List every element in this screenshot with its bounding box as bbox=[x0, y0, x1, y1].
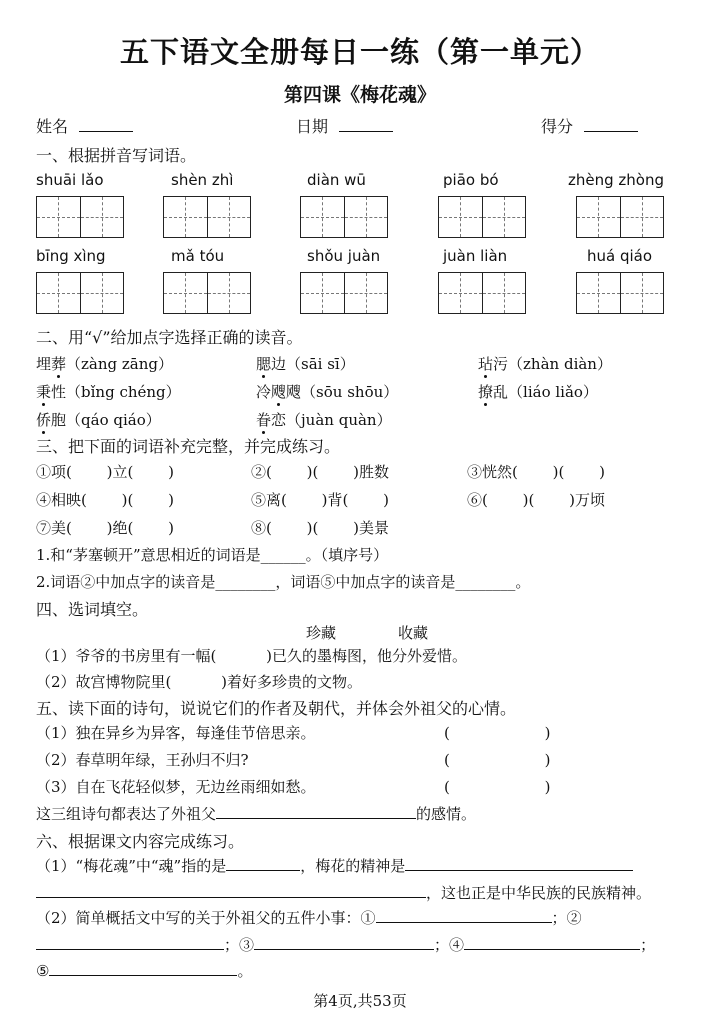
idiom-fill[interactable]: ⑧( )( )美景 bbox=[251, 519, 389, 537]
writing-grid[interactable] bbox=[36, 272, 124, 314]
reading-options: （qáo qiáo） bbox=[66, 411, 161, 429]
separator: ； bbox=[551, 909, 567, 927]
word-char: 埋 bbox=[36, 355, 52, 373]
word-char: 乱 bbox=[493, 383, 509, 401]
date-field[interactable] bbox=[296, 114, 393, 137]
q5-heading: 五、读下面的诗句，说说它们的作者及朝代，并体会外祖父的心情。 bbox=[36, 699, 517, 718]
q6-part-2-end[interactable] bbox=[36, 960, 252, 981]
q6-part-1[interactable] bbox=[36, 855, 633, 876]
pronunciation-item[interactable] bbox=[36, 353, 173, 374]
answer-blank[interactable] bbox=[36, 883, 426, 898]
writing-grid[interactable] bbox=[438, 196, 526, 238]
q6-part-1-cont[interactable] bbox=[36, 882, 651, 903]
dotted-char: 秉 bbox=[36, 383, 52, 401]
answer-blank[interactable] bbox=[216, 804, 416, 819]
reading-options: （zhàn diàn） bbox=[508, 355, 612, 373]
q4-heading: 四、选词填空。 bbox=[36, 600, 149, 619]
word-char: 污 bbox=[493, 355, 509, 373]
q6-prompt: ，这也正是中华民族的民族精神。 bbox=[426, 884, 652, 902]
reading-options: （zàng zāng） bbox=[66, 355, 174, 373]
answer-blank[interactable] bbox=[376, 908, 552, 923]
poem-line: （1）独在异乡为异客，每逢佳节倍思亲。 bbox=[36, 724, 316, 742]
pinyin-label: huá qiáo bbox=[587, 247, 653, 265]
answer-blank[interactable] bbox=[254, 935, 434, 950]
dotted-char: 腮 bbox=[256, 355, 272, 373]
separator: ； bbox=[224, 936, 240, 954]
pronunciation-item[interactable] bbox=[36, 409, 161, 430]
pronunciation-item[interactable] bbox=[478, 353, 612, 374]
dotted-char: 眷 bbox=[256, 411, 272, 429]
idiom-fill[interactable]: ④相映( )( ) bbox=[36, 491, 174, 509]
writing-grid[interactable] bbox=[163, 196, 251, 238]
pinyin-label: bīng xìng bbox=[36, 247, 106, 265]
writing-grid[interactable] bbox=[576, 272, 664, 314]
answer-blank[interactable] bbox=[226, 856, 300, 871]
dotted-char: 玷 bbox=[478, 355, 494, 373]
separator: ； bbox=[640, 936, 656, 954]
q6-prompt: ，梅花的精神是 bbox=[300, 857, 406, 875]
answer-blank[interactable] bbox=[405, 856, 633, 871]
item-number: ③ bbox=[239, 936, 255, 954]
q3-subquestion-1[interactable]: 1.和“茅塞顿开”意思相近的词语是______。（填序号） bbox=[36, 546, 389, 564]
q6-prompt: （1）“梅花魂”中“魂”指的是 bbox=[36, 857, 227, 875]
reading-options: （juàn quàn） bbox=[286, 411, 392, 429]
item-number: ④ bbox=[449, 936, 465, 954]
word-char: 冷 bbox=[256, 383, 272, 401]
idiom-fill[interactable]: ③恍然( )( ) bbox=[467, 463, 605, 481]
answer-blank[interactable] bbox=[464, 935, 640, 950]
idiom-fill[interactable]: ⑤离( )背( ) bbox=[251, 491, 389, 509]
word-choice: 收藏 bbox=[398, 624, 429, 642]
pinyin-label: diàn wū bbox=[307, 171, 366, 189]
answer-blank[interactable] bbox=[36, 935, 224, 950]
q4-sentence-2[interactable]: （2）故宫博物院里( )着好多珍贵的文物。 bbox=[36, 673, 363, 691]
writing-grid[interactable] bbox=[300, 196, 388, 238]
lesson-subtitle: 第四课《梅花魂》 bbox=[283, 84, 436, 106]
item-number: ② bbox=[566, 909, 582, 927]
reading-options: （sōu shōu） bbox=[301, 383, 399, 401]
page-footer: 第4页,共53页 bbox=[313, 992, 407, 1010]
pinyin-label: zhèng zhòng bbox=[568, 171, 664, 189]
pinyin-label: piāo bó bbox=[443, 171, 499, 189]
q3-heading: 三、把下面的词语补充完整，并完成练习。 bbox=[36, 437, 341, 456]
writing-grid[interactable] bbox=[300, 272, 388, 314]
dotted-char: 飕 bbox=[271, 383, 287, 401]
reading-options: （sāi sī） bbox=[286, 355, 355, 373]
word-char: 恋 bbox=[271, 411, 287, 429]
score-label: 得分 bbox=[541, 117, 574, 136]
period: 。 bbox=[237, 962, 253, 980]
word-choice: 珍藏 bbox=[306, 624, 337, 642]
writing-grid[interactable] bbox=[163, 272, 251, 314]
word-char: 胞 bbox=[51, 411, 67, 429]
pronunciation-item[interactable] bbox=[256, 381, 398, 402]
q5-summary[interactable] bbox=[36, 803, 476, 824]
pronunciation-item[interactable] bbox=[36, 381, 181, 402]
answer-blank[interactable] bbox=[49, 961, 237, 976]
pinyin-label: mǎ tóu bbox=[171, 247, 225, 265]
pinyin-label: shǒu juàn bbox=[307, 247, 381, 265]
q6-heading: 六、根据课文内容完成练习。 bbox=[36, 832, 245, 851]
poem-line: （2）春草明年绿，王孙归不归? bbox=[36, 751, 249, 769]
pinyin-label: shuāi lǎo bbox=[36, 171, 104, 189]
author-dynasty-input[interactable]: ( ) bbox=[444, 778, 551, 796]
writing-grid[interactable] bbox=[576, 196, 664, 238]
pronunciation-item[interactable] bbox=[256, 353, 355, 374]
dotted-char: 撩 bbox=[478, 383, 494, 401]
q4-sentence-1[interactable]: （1）爷爷的书房里有一幅( )已久的墨梅图，他分外爱惜。 bbox=[36, 647, 468, 665]
page-title: 五下语文全册每日一练（第一单元） bbox=[119, 35, 600, 69]
q2-heading: 二、用“√”给加点字选择正确的读音。 bbox=[36, 328, 303, 347]
item-number: ⑤ bbox=[36, 962, 50, 980]
score-field[interactable] bbox=[541, 114, 638, 137]
word-char: 性 bbox=[51, 383, 67, 401]
idiom-fill[interactable]: ⑥( )( )万顷 bbox=[467, 491, 605, 509]
writing-grid[interactable] bbox=[36, 196, 124, 238]
summary-suffix: 的感情。 bbox=[416, 805, 477, 823]
poem-line: （3）自在飞花轻似梦，无边丝雨细如愁。 bbox=[36, 778, 316, 796]
q6-part-2[interactable] bbox=[36, 907, 582, 928]
author-dynasty-input[interactable]: ( ) bbox=[444, 751, 551, 769]
q6-prompt: （2）简单概括文中写的关于外祖父的五件小事：① bbox=[36, 909, 376, 927]
separator: ； bbox=[434, 936, 450, 954]
reading-options: （bǐng chéng） bbox=[66, 383, 181, 401]
reading-options: （liáo liǎo） bbox=[508, 383, 598, 401]
date-label: 日期 bbox=[296, 117, 329, 136]
q3-subquestion-2[interactable]: 2.词语②中加点字的读音是________，词语⑤中加点字的读音是________。 bbox=[36, 573, 531, 591]
summary-prefix: 这三组诗句都表达了外祖父 bbox=[36, 805, 217, 823]
writing-grid[interactable] bbox=[438, 272, 526, 314]
pinyin-label: juàn liàn bbox=[443, 247, 508, 265]
q6-part-2-cont[interactable] bbox=[36, 934, 655, 955]
author-dynasty-input[interactable]: ( ) bbox=[444, 724, 551, 742]
pronunciation-item[interactable] bbox=[478, 381, 598, 402]
pinyin-label: shèn zhì bbox=[171, 171, 234, 189]
name-label: 姓名 bbox=[36, 117, 69, 136]
dotted-char: 葬 bbox=[51, 355, 67, 373]
word-char: 边 bbox=[271, 355, 287, 373]
name-field[interactable] bbox=[36, 114, 133, 137]
idiom-fill[interactable]: ①项( )立( ) bbox=[36, 463, 174, 481]
q1-heading: 一、根据拼音写词语。 bbox=[36, 146, 197, 165]
dotted-char: 侨 bbox=[36, 411, 52, 429]
idiom-fill[interactable]: ⑦美( )绝( ) bbox=[36, 519, 174, 537]
idiom-fill[interactable]: ②( )( )胜数 bbox=[251, 463, 389, 481]
pronunciation-item[interactable] bbox=[256, 409, 392, 430]
word-char: 飕 bbox=[286, 383, 302, 401]
